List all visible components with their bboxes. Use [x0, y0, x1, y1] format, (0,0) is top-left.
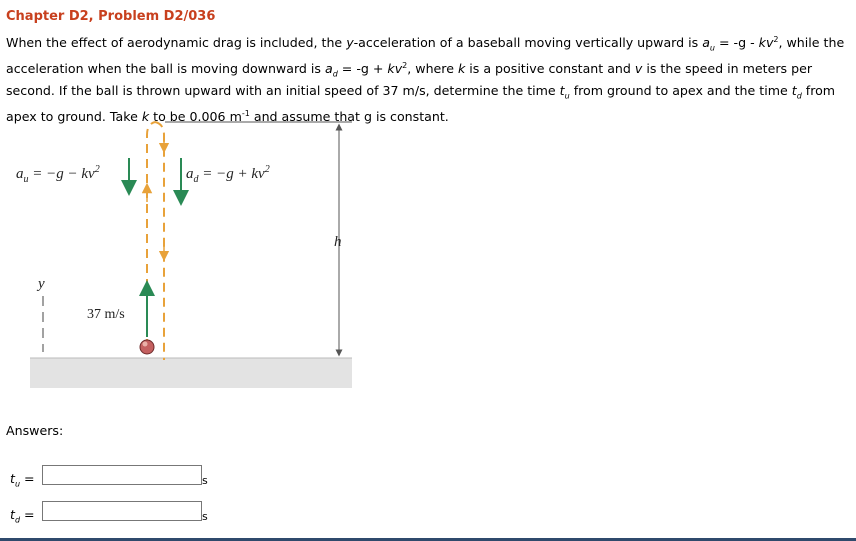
trajectory-up: [147, 122, 155, 348]
trajectory-down: [155, 122, 164, 360]
answers-label: Answers:: [6, 423, 64, 438]
baseball: [140, 340, 154, 354]
tu-input[interactable]: [42, 465, 202, 485]
ground: [30, 358, 352, 388]
problem-diagram: [0, 110, 400, 400]
td-label: $t_d$ =: [10, 507, 35, 525]
au-label: $a_u = -g - kv^2$: [16, 164, 100, 185]
td-unit: s: [202, 510, 208, 523]
h-label: h: [334, 234, 342, 250]
ad-label: $a_d = -g + kv^2$: [186, 164, 270, 185]
problem-statement: When the effect of aerodynamic drag is included, the y-acceleration of a baseball moving vertically upward is $a_u = -g - kv^2$, while the acceleration when the ball is moving downward is $a_d = -g + kv^2$, where k is a positive constant and v is the speed in meters per second. If the ball is thrown upward with an initial speed of 37 m/s, determine the time $t_u$ from ground to apex and the time $t_d$ from apex to ground. Take k to be 0.006 $m^{-1}$ and assume that g is constant.: [6, 35, 845, 125]
baseball-highlight: [143, 342, 148, 347]
velocity-label: 37 m/s: [87, 307, 125, 322]
y-label: y: [38, 276, 45, 292]
tu-label: $t_u$ =: [10, 471, 35, 489]
td-input[interactable]: [42, 501, 202, 521]
page-title: Chapter D2, Problem D2/036: [6, 9, 216, 24]
tu-unit: s: [202, 474, 208, 487]
